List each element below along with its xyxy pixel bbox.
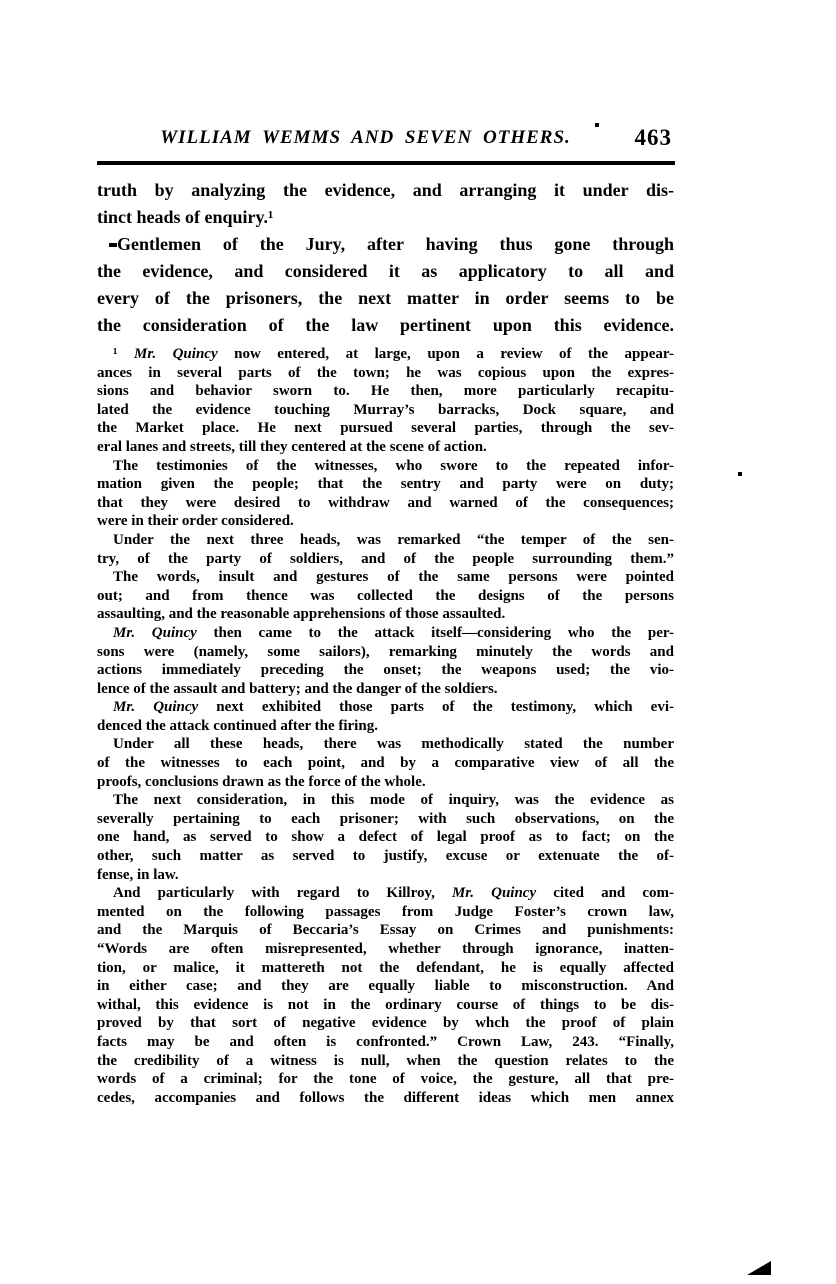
ink-speck-right-margin <box>738 472 742 476</box>
text-line: of the witnesses to each point, and by a comparative view of all the <box>97 755 674 772</box>
text-line: assaulting, and the reasonable apprehensions of those assaulted. <box>97 606 506 623</box>
text-line: the credibility of a witness is null, when the question relates to the <box>97 1052 674 1069</box>
text-line: other, such matter as served to justify, excuse or extenuate the of- <box>97 848 674 865</box>
text-line: “Words are often misrepresented, whether through ignorance, inatten- <box>97 941 674 957</box>
text-line: The next consideration, in this mode of inquiry, was the evidence as <box>113 792 674 809</box>
text-line: try, of the party of soldiers, and of the people surrounding them.” <box>97 550 674 567</box>
ink-dash-before-paragraph <box>109 243 117 247</box>
text-line: Mr. Quincy then came to the attack itself—considering who the per- <box>113 624 674 641</box>
text-line: cedes, accompanies and follows the different ideas which men annex <box>97 1089 674 1106</box>
text-line: every of the prisoners, the next matter in order seems to be <box>97 288 674 308</box>
page-corner-mark <box>747 1261 771 1275</box>
text-line: The testimonies of the witnesses, who swore to the repeated infor- <box>113 457 674 474</box>
text-line: lence of the assault and battery; and the danger of the soldiers. <box>97 680 498 697</box>
footnote-text <box>97 345 674 1107</box>
text-line: proofs, conclusions drawn as the force of the whole. <box>97 773 426 790</box>
text-line: words of a criminal; for the tone of voice, the gesture, all that pre- <box>97 1071 674 1088</box>
text-line: tion, or malice, it mattereth not the defendant, he is equally affected <box>97 959 674 976</box>
header-rule <box>97 161 675 165</box>
text-line: mented on the following passages from Judge Foster’s crown law, <box>97 903 674 920</box>
page-title: WILLIAM WEMMS AND SEVEN OTHERS. <box>160 127 571 148</box>
text-line: were in their order considered. <box>97 513 294 530</box>
text-line: the Market place. He next pursued several parties, through the sev- <box>97 420 674 437</box>
text-line: the consideration of the law pertinent upon this evidence. <box>97 315 674 335</box>
text-line: facts may be and often is confronted.” Crown Law, 243. “Finally, <box>97 1033 674 1050</box>
text-line: sions and behavior sworn to. He then, more particularly recapitu- <box>97 383 674 400</box>
text-line: eral lanes and streets, till they centered at the scene of action. <box>97 438 487 455</box>
ink-dot-above-title <box>595 123 599 127</box>
running-header <box>97 127 674 159</box>
text-line: truth by analyzing the evidence, and arranging it under dis- <box>97 180 674 200</box>
text-line: The words, insult and gestures of the same persons were pointed <box>113 569 674 586</box>
text-line: denced the attack continued after the firing. <box>97 717 378 734</box>
text-line: And particularly with regard to Killroy, Mr. Quincy cited and com- <box>113 885 674 902</box>
text-line: tinct heads of enquiry.¹ <box>97 207 274 227</box>
text-line: fense, in law. <box>97 866 179 883</box>
text-line: and the Marquis of Beccaria’s Essay on Crimes and punishments: <box>97 922 674 939</box>
text-line: Under the next three heads, was remarked “the temper of the sen- <box>113 531 674 548</box>
text-line: lated the evidence touching Murray’s barracks, Dock square, and <box>97 401 674 418</box>
body-text <box>97 177 674 339</box>
text-line: sons were (namely, some sailors), remarking minutely the words and <box>97 643 674 660</box>
text-line: mation given the people; that the sentry and party were on duty; <box>97 476 674 493</box>
text-line: ances in several parts of the town; he was copious upon the expres- <box>97 364 674 381</box>
text-line: that they were desired to withdraw and warned of the consequences; <box>97 494 674 511</box>
text-line: the evidence, and considered it as applicatory to all and <box>97 261 674 281</box>
text-line: actions immediately preceding the onset; the weapons used; the vio- <box>97 662 674 679</box>
text-line: ¹ Mr. Quincy now entered, at large, upon a review of the appear- <box>113 346 674 362</box>
text-line: Gentlemen of the Jury, after having thus gone through <box>117 234 674 254</box>
text-line: Mr. Quincy next exhibited those parts of the testimony, which evi- <box>113 699 674 716</box>
text-line: proved by that sort of negative evidence by whch the proof of plain <box>97 1015 674 1032</box>
page-number: 463 <box>634 125 672 150</box>
text-line: out; and from thence was collected the designs of the persons <box>97 587 674 604</box>
text-line: Under all these heads, there was methodically stated the number <box>113 736 674 753</box>
text-line: severally pertaining to each prisoner; with such observations, on the <box>97 810 674 827</box>
text-line: one hand, as served to show a defect of legal proof as to fact; on the <box>97 829 674 846</box>
text-line: withal, this evidence is not in the ordinary course of things to be dis- <box>97 996 674 1013</box>
text-line: in either case; and they are equally liable to misconstruction. And <box>97 978 674 995</box>
